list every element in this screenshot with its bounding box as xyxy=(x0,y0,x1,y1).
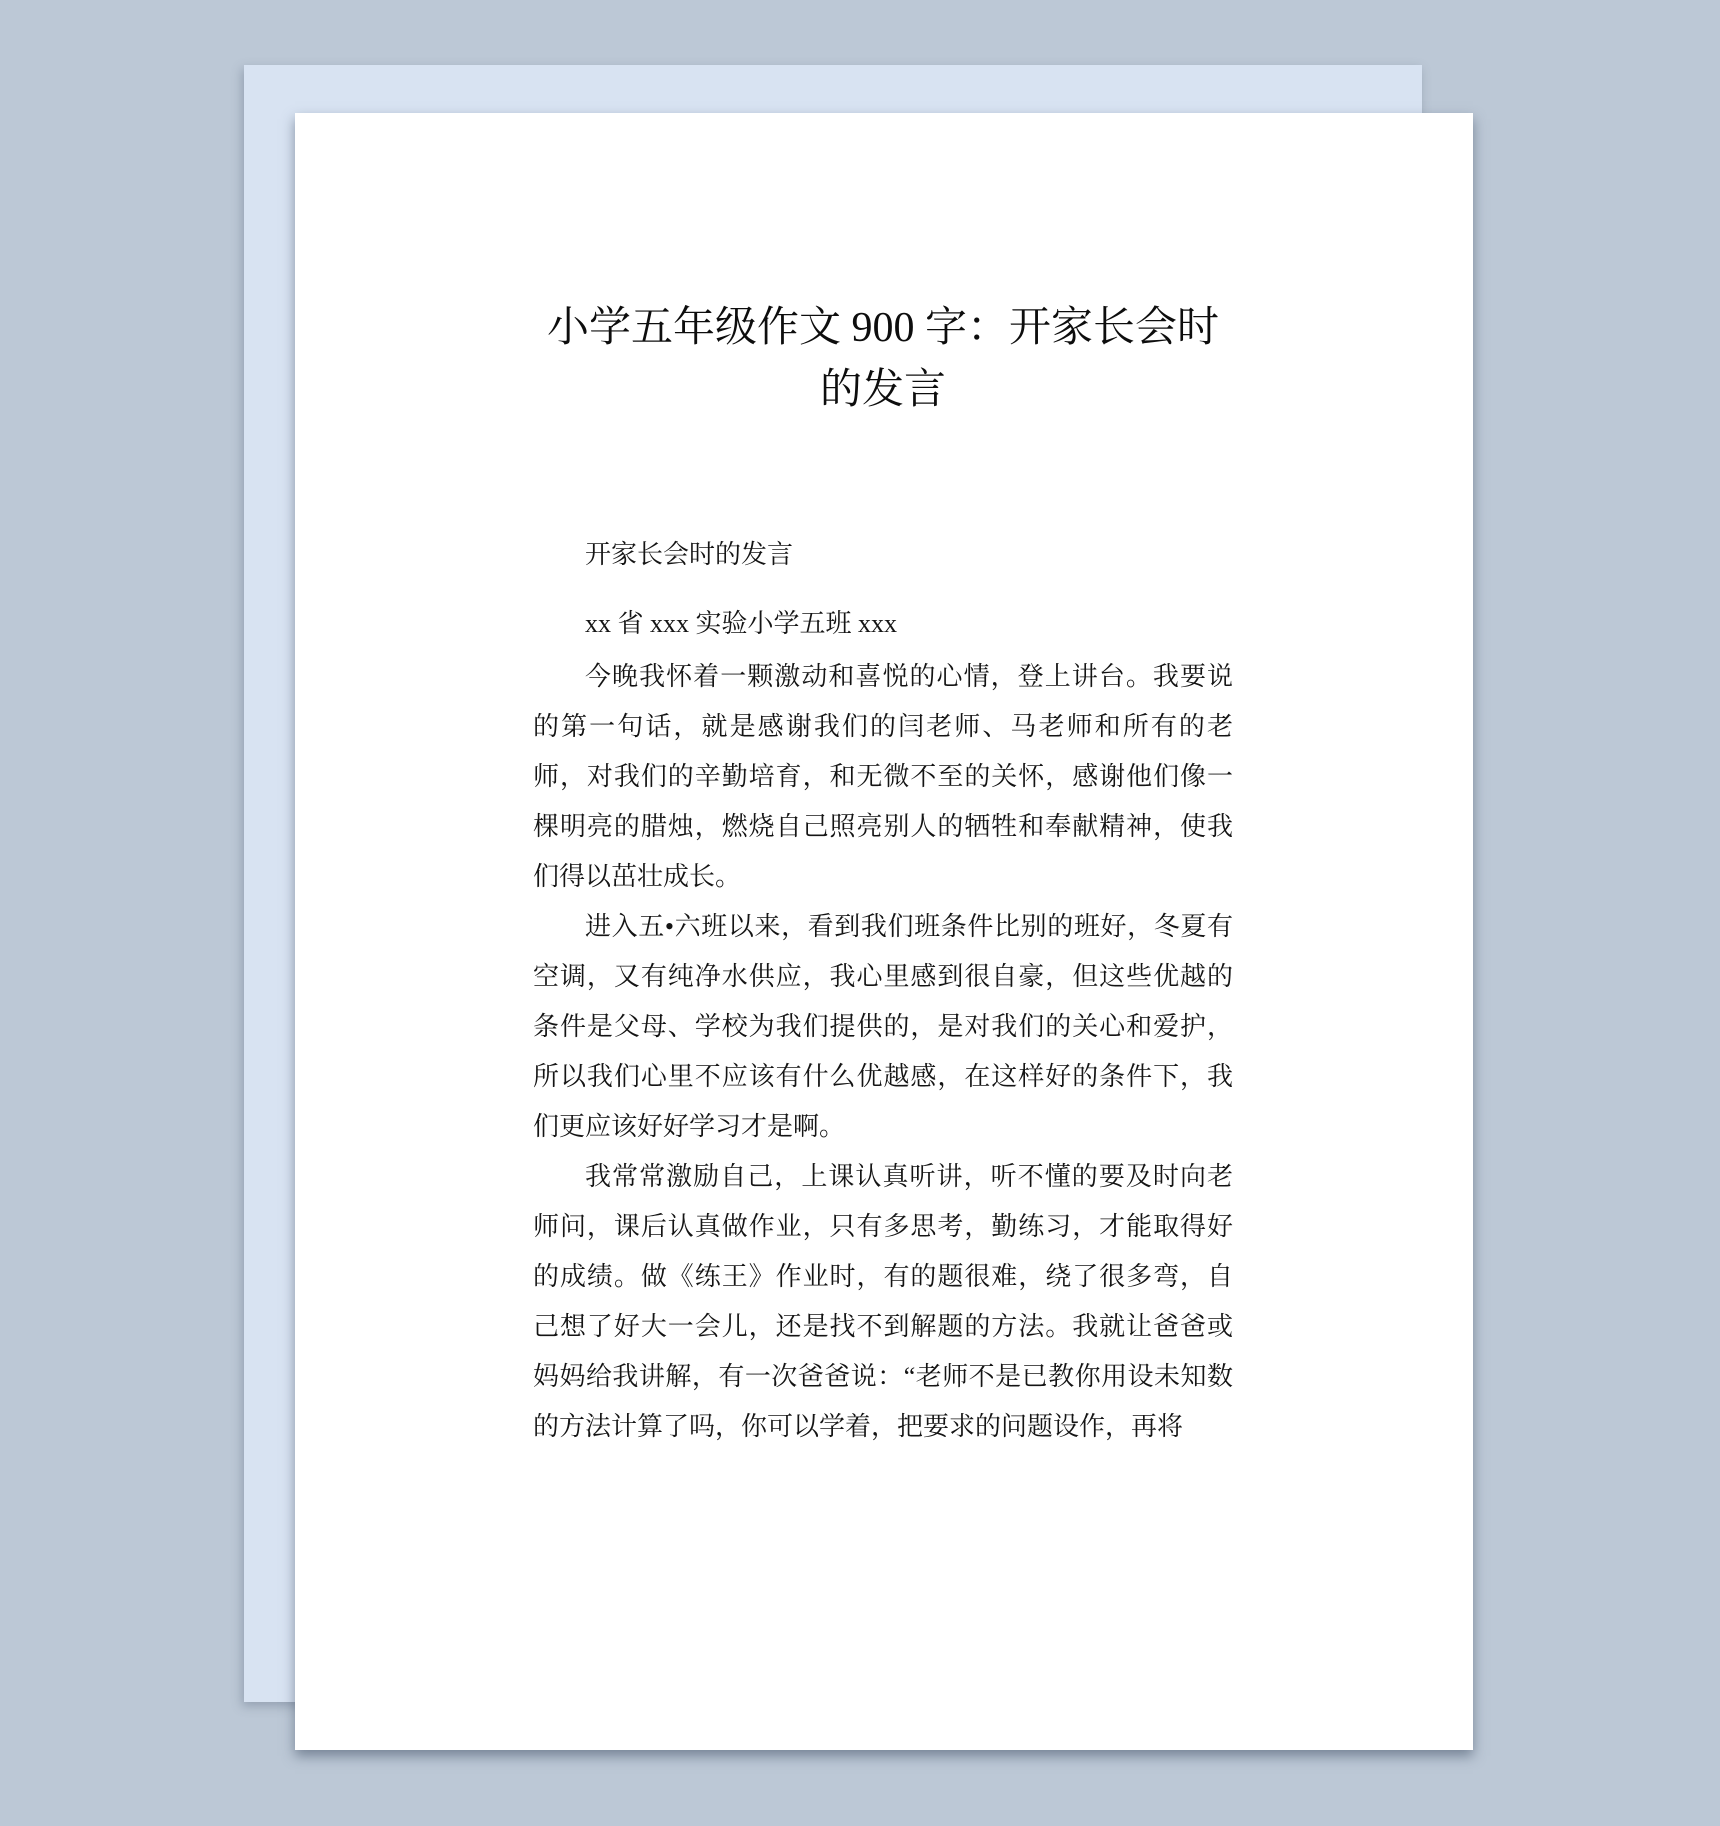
meta-line-school-info: xx 省 xxx 实验小学五班 xxx xyxy=(585,609,898,638)
document-page xyxy=(295,113,1473,1750)
meta-line-speech-title: 开家长会时的发言 xyxy=(585,540,794,569)
document-title: 小学五年级作文 900 字：开家长会时的发言 xyxy=(546,305,1219,413)
paragraph-2: 进入五•六班以来，看到我们班条件比别的班好，冬夏有空调，又有纯净水供应，我心里感到很自豪，但这些优越的条件是父母、学校为我们提供的，是对我们的关心和爱护，所以我们心里不应该有什么优越感，在这样好的条件下，我们更应该好好学习才是啊。 xyxy=(533,912,1233,1141)
paragraph-3: 我常常激励自己，上课认真听讲，听不懂的要及时向老师问，课后认真做作业，只有多思考，勤练习，才能取得好的成绩。做《练王》作业时，有的题很难，绕了很多弯，自己想了好大一会儿，还是找不到解题的方法。我就让爸爸或妈妈给我讲解，有一次爸爸说：“老师不是已教你用设未知数的方法计算了吗，你可以学着，把要求的问题设作，再将 xyxy=(533,1162,1233,1441)
document-body xyxy=(533,652,1233,1452)
paragraph-1: 今晚我怀着一颗激动和喜悦的心情，登上讲台。我要说的第一句话，就是感谢我们的闫老师、马老师和所有的老师，对我们的辛勤培育，和无微不至的关怀，感谢他们像一棵明亮的腊烛，燃烧自己照亮别人的牺牲和奉献精神，使我们得以茁壮成长。 xyxy=(533,662,1233,891)
